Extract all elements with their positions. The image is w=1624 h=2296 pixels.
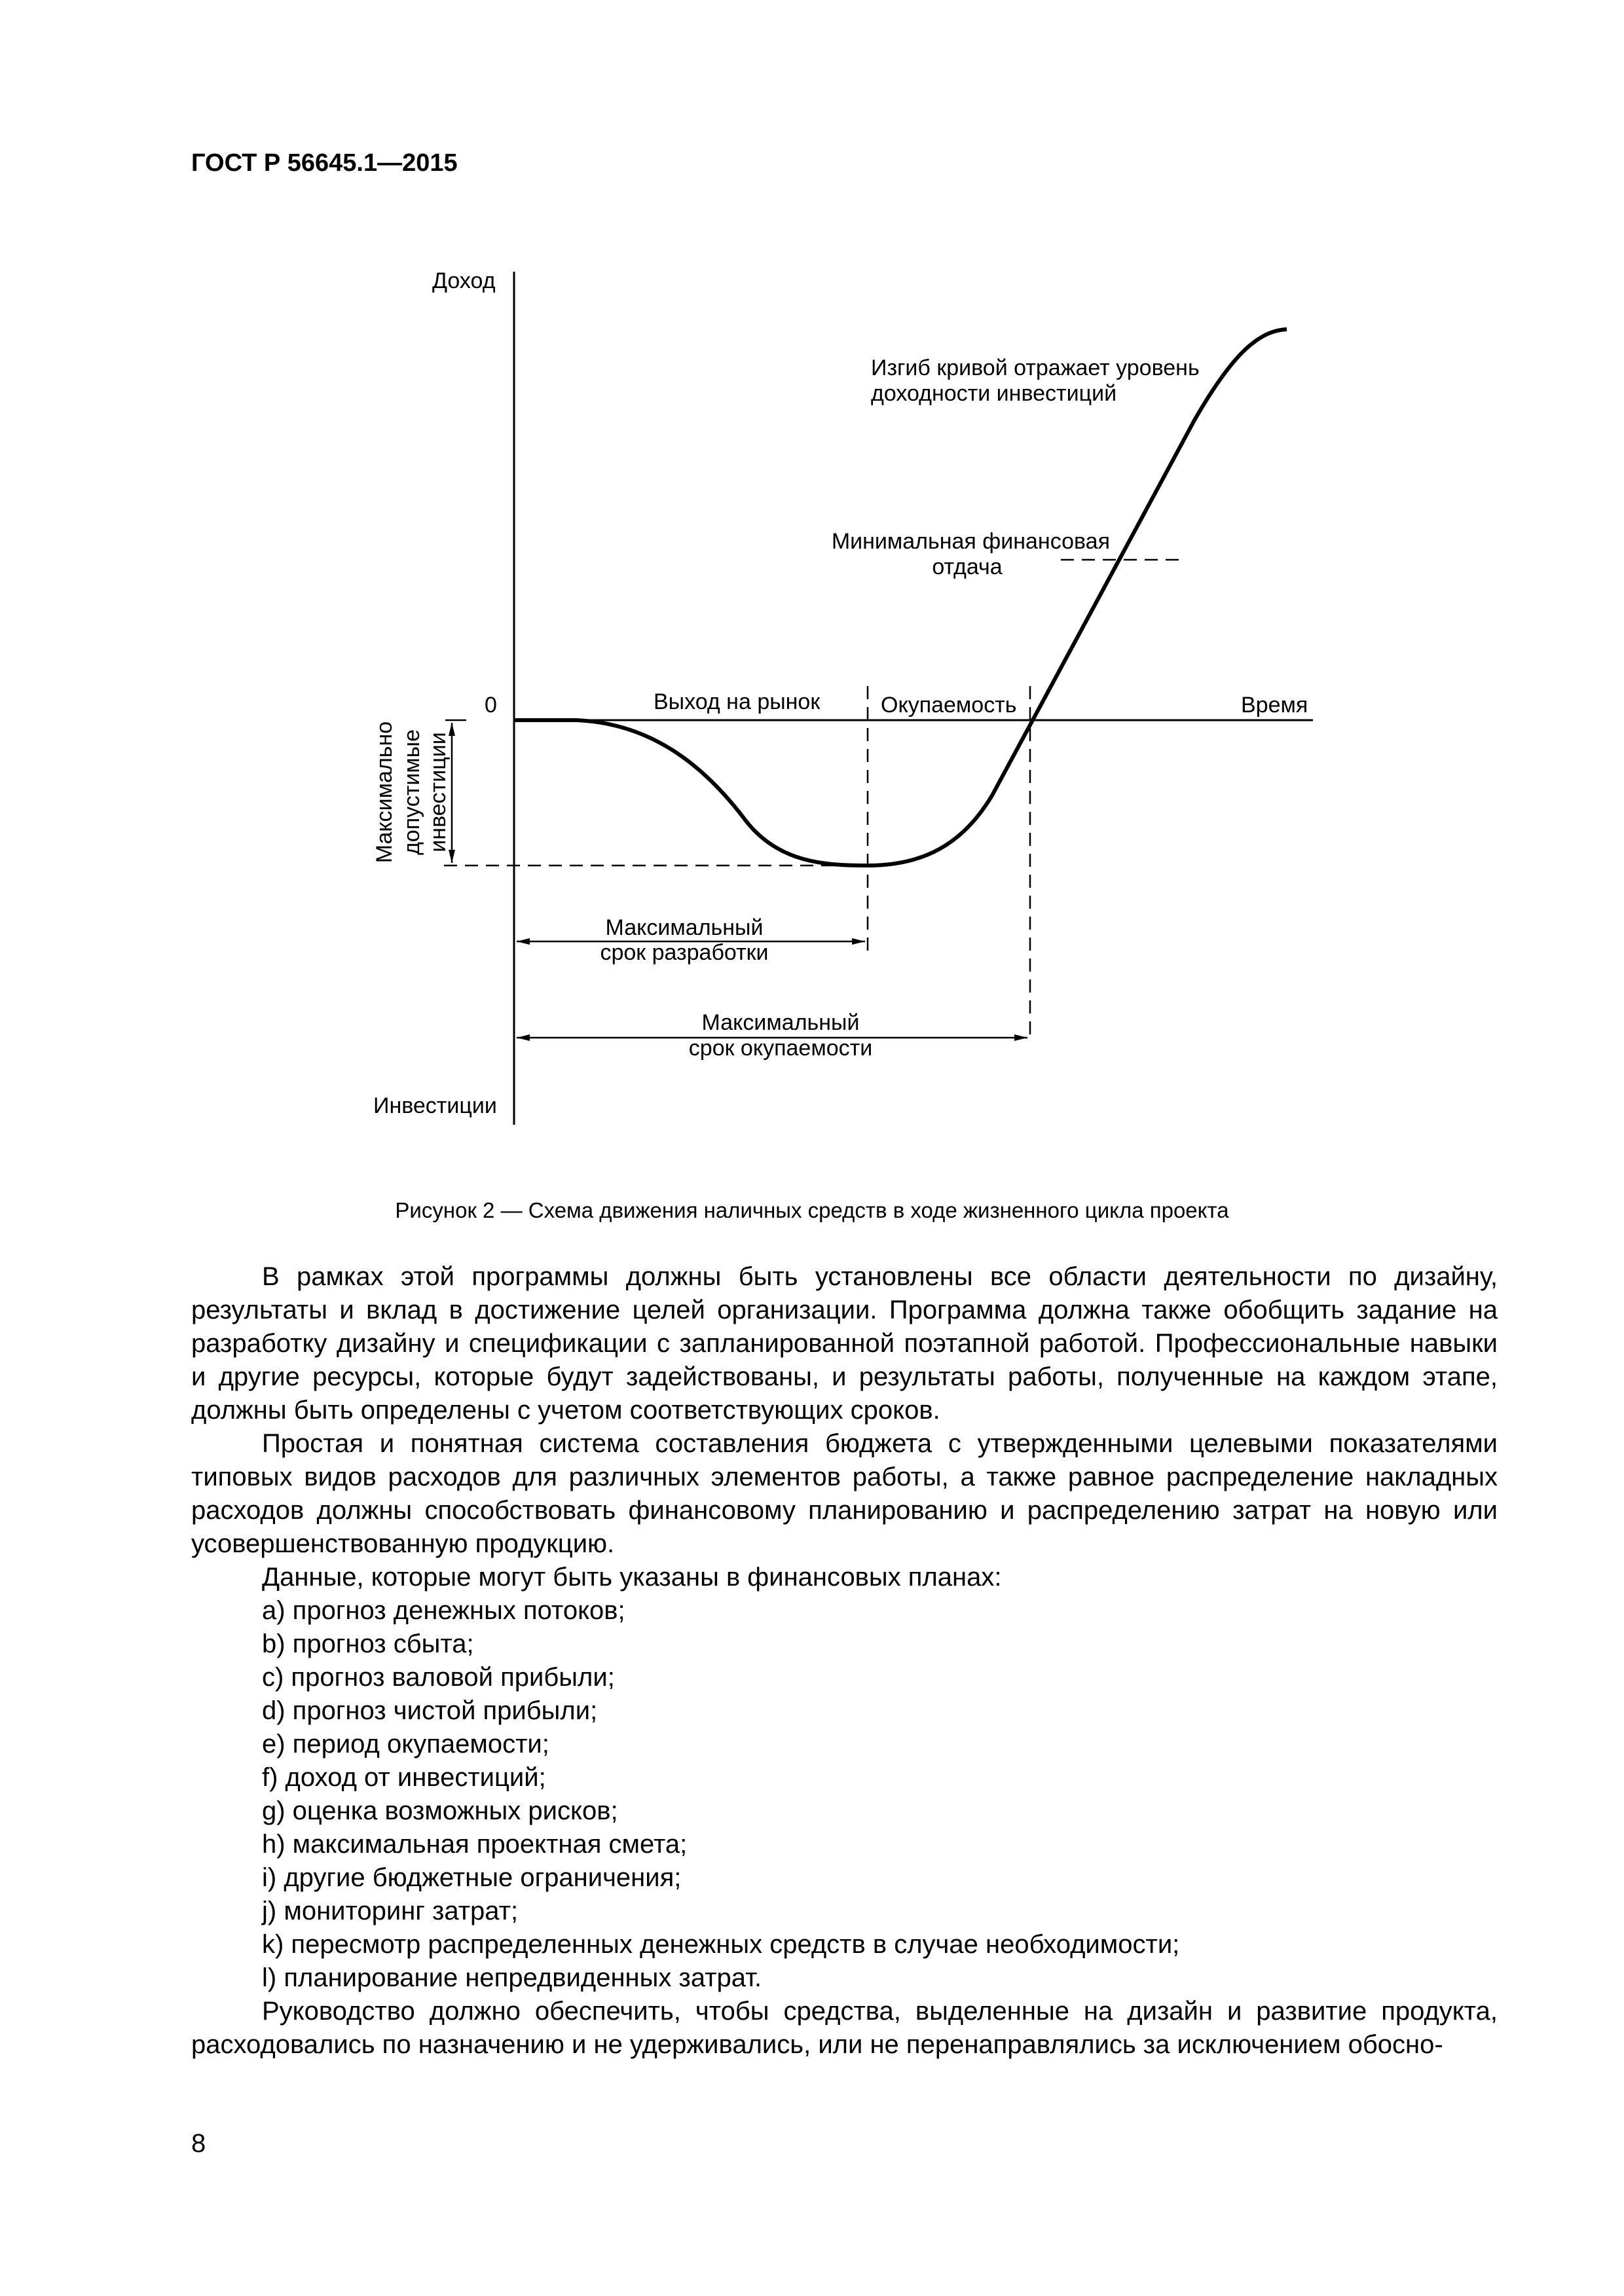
paragraph-management: Руководство должно обеспечить, чтобы средства, выделенные на дизайн и развитие продукта, расходовались по назначению и не удерживались, или не перенаправлялись за исключением обосно- xyxy=(191,1997,1498,2059)
list-item: f) доход от инвестиций; xyxy=(262,1763,546,1792)
curve-note-line1: Изгиб кривой отражает уровень xyxy=(871,355,1200,380)
payback-term-line2: срок окупаемости xyxy=(688,1036,873,1061)
max-investment-line3: инвестиции xyxy=(426,732,451,852)
dev-term-line2: срок разработки xyxy=(600,940,769,965)
cash-flow-curve xyxy=(514,329,1287,866)
dev-term-line1: Максимальный xyxy=(605,915,764,940)
paragraph-budget-system: Простая и понятная система составления бюджета с утвержденными целевыми показателями типовых видов расходов для различных элементов работы, а также равное распределение накладных расходов должны способствовать финансовому планированию и распределению затрат на новую или усовершенствованную продукцию. xyxy=(191,1429,1498,1558)
axis-zero-label: 0 xyxy=(485,693,497,718)
axis-time-label: Время xyxy=(1241,693,1308,718)
list-item: j) мониторинг затрат; xyxy=(262,1897,519,1925)
list-item: h) максимальная проектная смета; xyxy=(262,1830,688,1859)
list-item: e) период окупаемости; xyxy=(262,1730,549,1758)
list-item: d) прогноз чистой прибыли; xyxy=(262,1696,598,1725)
max-investment-line2: допустимые xyxy=(399,729,424,856)
list-item: i) другие бюджетные ограничения; xyxy=(262,1863,682,1892)
list-item: a) прогноз денежных потоков; xyxy=(262,1596,625,1625)
financial-plan-data-list xyxy=(191,1594,1498,1995)
min-return-line2: отдача xyxy=(932,555,1003,579)
list-item: b) прогноз сбыта; xyxy=(262,1630,474,1658)
list-item: l) планирование непредвиденных затрат. xyxy=(262,1963,762,1992)
axis-income-label: Доход xyxy=(432,268,496,293)
min-return-line1: Минимальная финансовая xyxy=(831,529,1110,554)
axis-investments-label: Инвестиции xyxy=(373,1093,497,1118)
payback-term-line1: Максимальный xyxy=(701,1010,860,1035)
list-intro: Данные, которые могут быть указаны в финансовых планах: xyxy=(262,1563,1002,1592)
market-entry-label: Выход на рынок xyxy=(654,689,821,714)
list-item: k) пересмотр распределенных денежных средств в случае необходимости; xyxy=(262,1930,1180,1959)
list-item: g) оценка возможных рисков; xyxy=(262,1796,618,1825)
list-item: c) прогноз валовой прибыли; xyxy=(262,1663,615,1692)
payback-label: Окупаемость xyxy=(881,693,1017,718)
document-id: ГОСТ Р 56645.1—2015 xyxy=(191,149,458,177)
figure-caption: Рисунок 2 — Схема движения наличных средств в ходе жизненного цикла проекта xyxy=(395,1198,1229,1222)
page-number: 8 xyxy=(191,2129,206,2158)
body-text xyxy=(191,1260,1498,2062)
paragraph-program-scope: В рамках этой программы должны быть установлены все области деятельности по дизайну, результаты и вклад в достижение целей организации. Программа должна также обобщить задание на разработку дизайну и спецификации с запланированной поэтапной работой. Профессиональные навыки и другие ресурсы, которые будут задействованы, и результаты работы, полученные на каждом этапе, должны быть определены с учетом соответствующих сроков. xyxy=(191,1262,1498,1425)
max-investment-line1: Максимально xyxy=(372,721,397,864)
curve-note-line2: доходности инвестиций xyxy=(871,381,1117,406)
